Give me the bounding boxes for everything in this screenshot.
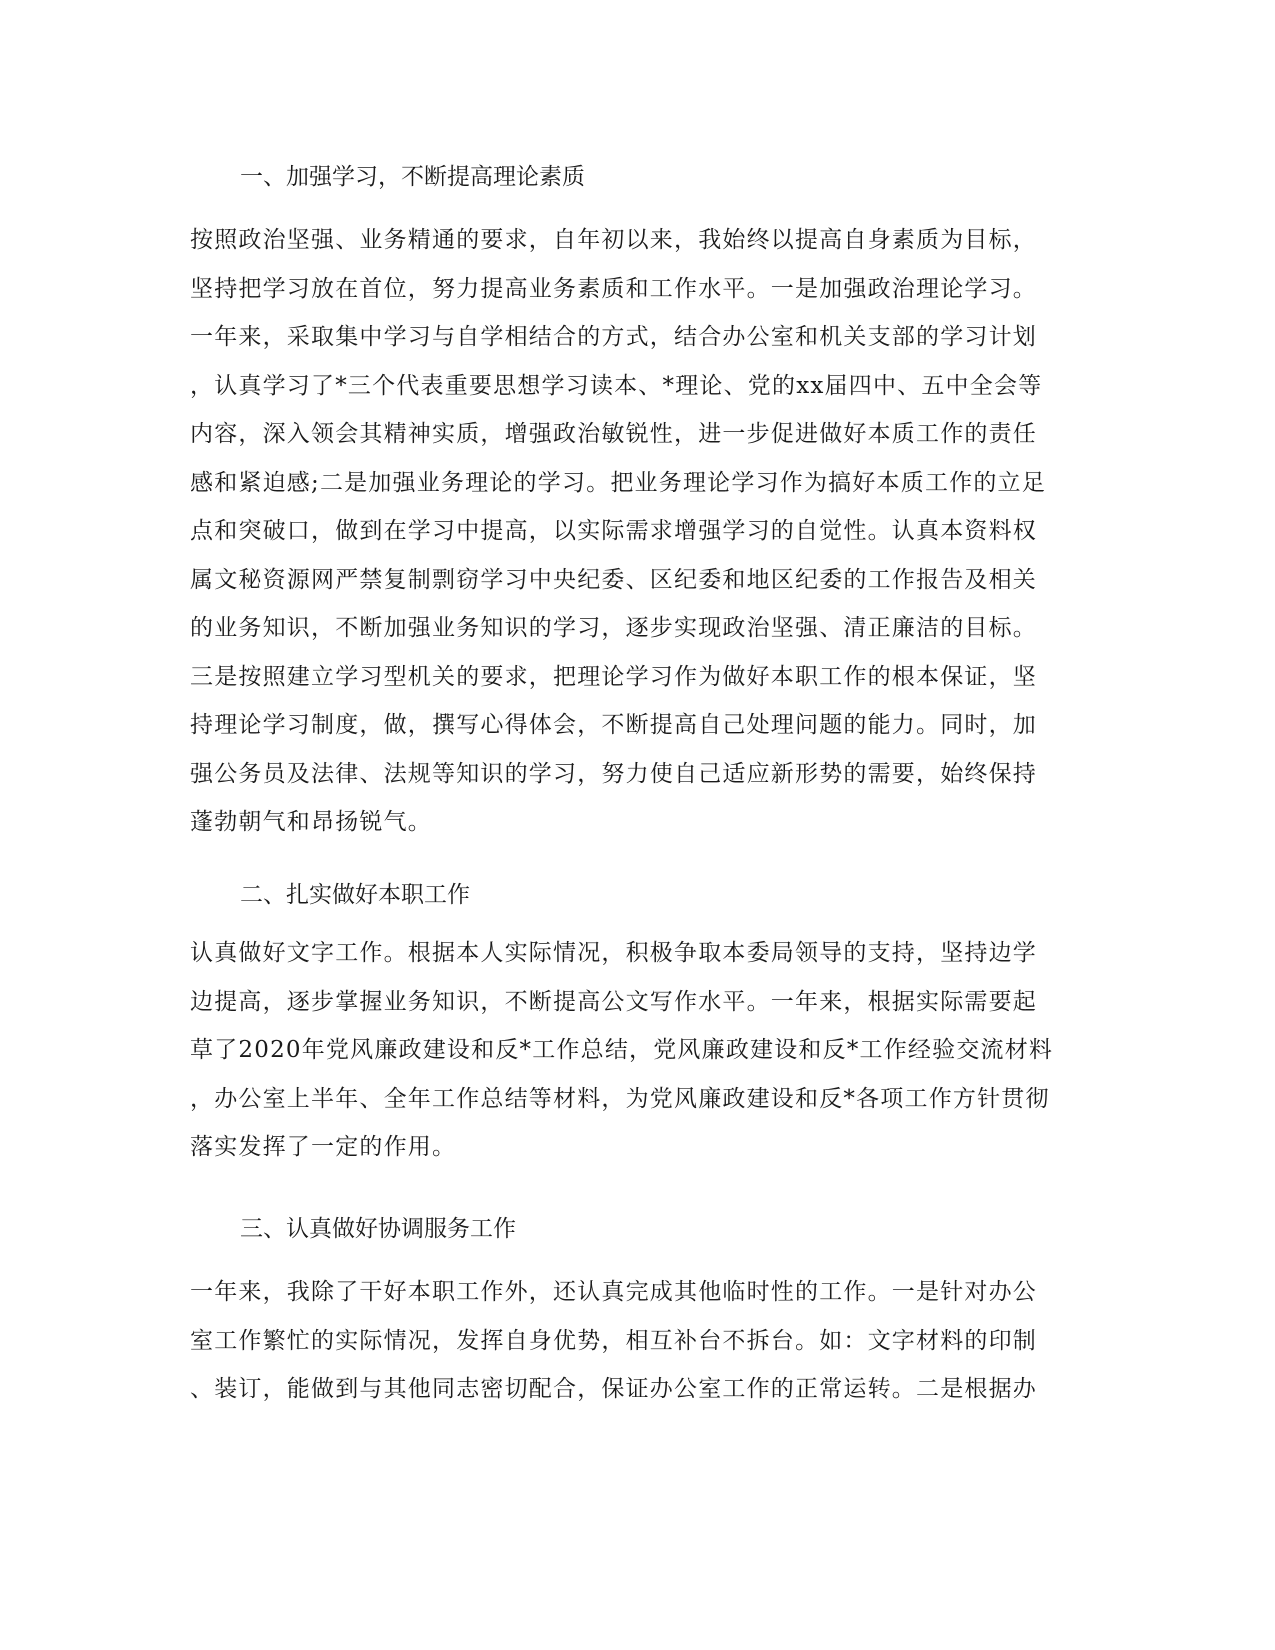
body-line: 一年来，采取集中学习与自学相结合的方式，结合办公室和机关支部的学习计划 [190, 324, 1037, 350]
body-line: 三是按照建立学习型机关的要求，把理论学习作为做好本职工作的根本保证，坚 [190, 663, 1037, 690]
body-line: ，认真学习了*三个代表重要思想学习读本、*理论、党的xx届四中、五中全会等 [190, 372, 1043, 399]
body-line: 点和突破口，做到在学习中提高，以实际需求增强学习的自觉性。认真本资料权 [190, 518, 1037, 544]
body-line: 内容，深入领会其精神实质，增强政治敏锐性，进一步促进做好本质工作的责任 [190, 421, 1037, 447]
section-heading-3: 三、认真做好协调服务工作 [240, 1216, 516, 1242]
section-body-2 [190, 929, 1090, 1172]
body-line: 边提高，逐步掌握业务知识，不断提高公文写作水平。一年来，根据实际需要起 [190, 988, 1037, 1015]
body-line: 持理论学习制度，做，撰写心得体会，不断提高自己处理问题的能力。同时，加 [190, 712, 1037, 738]
section-body-1 [190, 216, 1090, 847]
body-line: 认真做好文字工作。根据本人实际情况，积极争取本委局领导的支持，坚持边学 [190, 940, 1037, 966]
section-heading-2: 二、扎实做好本职工作 [240, 882, 470, 908]
body-line: ，办公室上半年、全年工作总结等材料，为党风廉政建设和反*各项工作方针贯彻 [190, 1085, 1050, 1112]
body-line: 感和紧迫感;二是加强业务理论的学习。把业务理论学习作为搞好本质工作的立足 [190, 469, 1046, 496]
section-body-3 [190, 1268, 1090, 1414]
body-line: 、装订，能做到与其他同志密切配合，保证办公室工作的正常运转。二是根据办 [190, 1376, 1037, 1402]
body-line: 一年来，我除了干好本职工作外，还认真完成其他临时性的工作。一是针对办公 [190, 1279, 1037, 1305]
body-line: 草了2020年党风廉政建设和反*工作总结，党风廉政建设和反*工作经验交流材料 [190, 1037, 1054, 1063]
body-line: 的业务知识，不断加强业务知识的学习，逐步实现政治坚强、清正廉洁的目标。 [190, 615, 1037, 641]
body-line: 蓬勃朝气和昂扬锐气。 [190, 809, 432, 835]
section-heading-1: 一、加强学习，不断提高理论素质 [240, 164, 585, 190]
body-line: 强公务员及法律、法规等知识的学习，努力使自己适应新形势的需要，始终保持 [190, 760, 1037, 787]
body-line: 按照政治坚强、业务精通的要求，自年初以来，我始终以提高自身素质为目标， [190, 227, 1037, 253]
body-line: 属文秘资源网严禁复制剽窃学习中央纪委、区纪委和地区纪委的工作报告及相关 [190, 566, 1037, 593]
body-line: 坚持把学习放在首位，努力提高业务素质和工作水平。一是加强政治理论学习。 [190, 275, 1037, 302]
body-line: 落实发挥了一定的作用。 [190, 1134, 457, 1160]
body-line: 室工作繁忙的实际情况，发挥自身优势，相互补台不拆台。如：文字材料的印制 [190, 1327, 1037, 1354]
